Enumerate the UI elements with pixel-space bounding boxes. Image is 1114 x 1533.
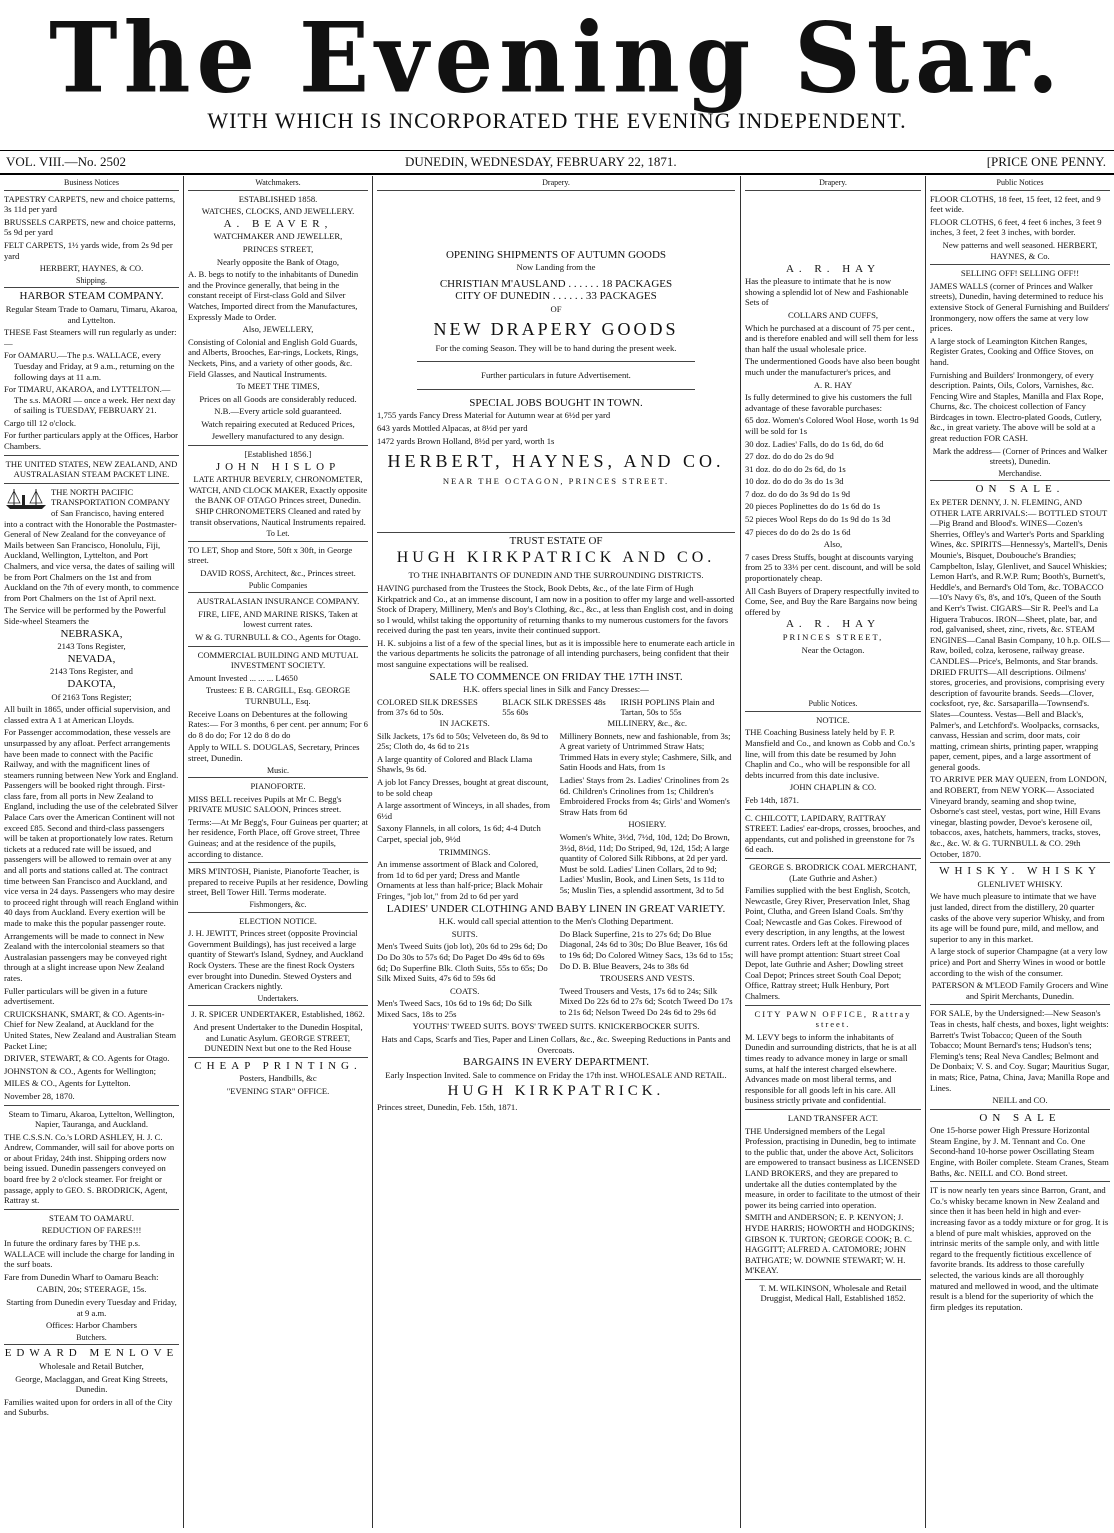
ad-heading: ON SALE [979, 1111, 1061, 1124]
ad-text: Trustees: E B. CARGILL, Esq. GEORGE TURNBULL, Esq. [205, 685, 351, 706]
ad-text: Tweed Trousers and Vests, 17s 6d to 24s; Silk Mixed Do 22s 6d to 27s 6d; Scotch Tweed Do 17s to 21s 6d; Nelson Tweed Do 24s 6d to 29s 6d [559, 985, 733, 1017]
ad-text: Hats and Caps, Scarfs and Ties, Paper and Linen Collars, &c., &c. Sweeping Reductions in Pants and Overcoats. [381, 1034, 731, 1055]
issue-price: [PRICE ONE PENNY. [986, 154, 1106, 169]
ad-text: THESE Fast Steamers will run regularly as under:— [4, 327, 177, 348]
masthead [0, 0, 1114, 150]
ad-text: And present Undertaker to the Dunedin Hospital, and Lunatic Asylum. GEORGE STREET, DUNEDIN Next but one to the Red House [193, 1021, 363, 1054]
ad-text: Is fully determined to give his customers the full advantage of these favorable purchases: [745, 392, 913, 413]
ad-text: Now Landing from the [516, 262, 596, 273]
ad-heading: YOUTHS' TWEED SUITS. BOYS' TWEED SUITS. KNICKERBOCKER SUITS. [412, 1021, 700, 1032]
divider [4, 483, 179, 484]
ad-text: Fare from Dunedin Wharf to Oamaru Beach: [4, 1271, 159, 1282]
price-line: 52 pieces Wool Reps do do 1s 9d do 1s 3d [745, 514, 891, 525]
ad-text: Men's Tweed Suits (job lot), 20s 6d to 29s 6d; Do Do Do 30s to 57s 6d; Do Paget Do 49s 6d to 69s 6d; Do Superfine Blk. Cloth Suits, 55s to 65s; Do Silk Mixed Suits, 47s 6d to 59s 6d [377, 941, 548, 984]
column-rule [372, 176, 373, 1528]
left-department [377, 718, 552, 904]
ad-heading: SALE TO COMMENCE ON FRIDAY THE 17TH INST. [429, 670, 683, 683]
divider [188, 646, 368, 647]
column-1 [4, 176, 179, 1526]
ad-signature: HERBERT, HAYNES, AND CO. [387, 451, 725, 472]
section-heading: Undertakers. [188, 994, 368, 1007]
ad-text: J. H. JEWITT, Princes street (opposite Provincial Government Buildings), has just received a large quantity of Stewart's Island, Sydney, and Auckland Rock Oysters. These are the finest Rock Oysters ever brought into Dunedin. Stewed Oysters and American Crackers nightly. [188, 928, 364, 992]
column-rule [925, 176, 926, 1528]
ad-heading: CHEAP PRINTING. [194, 1059, 362, 1072]
ad-heading: TRIMMINGS. [439, 846, 491, 857]
ad-text: THE Undersigned members of the Legal Profession, practising in Dunedin, beg to intimate to the public that, under the above Act, Solicitors are empowered to transact business as LICENSED LAND BROKERS, and they are prepared to undertake all the duties contemplated by the measure, in order to facilitate to the utmost of their power its being carried into operation. [745, 1125, 921, 1210]
ad-text: DAVID ROSS, Architect, &c., Princes street. [200, 568, 356, 578]
ad-text: Regular Steam Trade to Oamaru, Timaru, Akaroa, and Lyttelton. [5, 303, 178, 325]
column-5 [930, 176, 1110, 1526]
ad-date: November 28, 1870. [4, 1090, 75, 1101]
section-heading: Music. [188, 766, 368, 779]
ad-text: A large stock of Leamington Kitchen Ranges, Register Grates, Cooking and Office Stoves, on hand. [930, 335, 1094, 367]
ad-text: For OAMARU.—The p.s. WALLACE, every Tuesday and Friday, at 9 a.m., returning on the following days at 11 a.m. [4, 350, 175, 382]
ad-heading: AUSTRALASIAN INSURANCE COMPANY. [196, 596, 360, 607]
divider [377, 532, 735, 533]
divider [745, 1005, 921, 1006]
silk-dress-row [377, 697, 735, 718]
price-line: 47 pieces do do do 2s do 1s 6d [745, 526, 851, 537]
divider [745, 858, 921, 859]
ad-text: JAMES WALLS (corner of Princes and Walker streets), Dunedin, having determined to reduce his extensive Stock of General Furnishing and Builders' Ironmongery, now offers the same at very low prices. [930, 280, 1110, 334]
ad-text: H. K. subjoins a list of a few of the special lines, but as it is impossible here to enumerate each article in the various departments he solicits the patronage of all intending purchasers, being confident that their most sanguine expectations will be realised. [377, 637, 735, 670]
ad-text: Furnishing and Builders' Ironmongery, of every description. Paints, Oils, Colors, Varnishes, &c. Fencing Wire and Staples, Manilla and Flax Rope, Churns, &c. The choicest collection of Fancy Birdcages in town. Electro-plated Goods, Cutlery, &c., in great variety. The above will be sold at a great reduction FOR CASH. [930, 369, 1104, 444]
ad-text: One 15-horse power High Pressure Horizontal Steam Engine, by J. M. Tennant and Co. One Second-hand 10-horse power Oscillating Steam Engine, with Boiler complete. Steam Cranes, Steam Baths, &c. NEILL and CO. Bond street. [930, 1125, 1109, 1178]
ad-text: An immense assortment of Black and Colored, from 1d to 6d per yard; Dress and Mantle Ornaments at less than half-price; Black Mohair Fringes, "job lot," from 2d to 6d per yard [377, 859, 543, 901]
ad-address: NEAR THE OCTAGON, PRINCES STREET. [442, 476, 670, 487]
ad-text: Watch repairing executed at Reduced Prices, [201, 418, 355, 429]
ad-text: Starting from Dunedin every Tuesday and Friday, at 9 a.m. [6, 1297, 177, 1318]
price-line: 31 doz. do do do 2s 6d, do 1s [745, 463, 846, 474]
ad-heading: LAND TRANSFER ACT. [787, 1112, 879, 1123]
ad-date: Feb 14th, 1871. [745, 794, 799, 805]
ad-text: Offices: Harbor Chambers [45, 1320, 137, 1331]
ad-heading: OPENING SHIPMENTS OF AUTUMN GOODS [445, 248, 667, 261]
ad-heading: PIANOFORTE. [250, 781, 306, 792]
ad-text: [Established 1856.] [244, 449, 312, 460]
divider [930, 1109, 1110, 1110]
column-3 [377, 176, 735, 1526]
ad-text: PRINCES STREET, [242, 243, 314, 254]
ad-text: ESTABLISHED 1858. [238, 193, 318, 204]
price-line: 65 doz. Women's Colored Wool Hose, worth 1s 9d will be sold for 1s [745, 415, 919, 436]
ad-signature: JOHN CHAPLIN & CO. [789, 782, 877, 793]
ad-text: Arrangements will be made to connect in New Zealand with the intercolonial steamers so that Australasian passengers may be conveyed right through at a slight increase upon New Zealand rates. [4, 930, 167, 983]
ad-heading: TO THE INHABITANTS OF DUNEDIN AND THE SURROUNDING DISTRICTS. [408, 570, 704, 581]
ad-heading: J. R. SPICER UNDERTAKER, Established, 1862. [191, 1009, 365, 1020]
ad-heading: STEAM TO OAMARU. [49, 1212, 134, 1223]
ad-text: FLOOR CLOTHS, 18 feet, 15 feet, 12 feet, and 9 feet wide. [930, 193, 1101, 215]
divider [417, 361, 695, 362]
column-rule [740, 176, 741, 1528]
ship-tonnage: 2143 Tons Register, and [50, 666, 133, 677]
ad-text: For further particulars apply at the Offices, Harbor Chambers. [4, 430, 179, 452]
ad-heading: THE UNITED STATES, NEW ZEALAND, AND AUSTRALASIAN STEAM PACKET LINE. [5, 458, 178, 480]
ad-text: Cargo till 12 o'clock. [4, 417, 77, 428]
ad-text: JOHNSTON & CO., Agents for Wellington; [4, 1065, 157, 1076]
ad-text: HAVING purchased from the Trustees the Stock, Book Debts, &c., of the late Firm of Hugh Kirkpatrick and Co., at an immense discount, I am now in a position to offer my large and well-assorted Stock of Drapery, Millinery, Men's and Boy's Clothing, &c., &c., at less than English cost, and in doing so I would, whilst taking the opportunity of returning thanks to my numerous customers for the favors received during the past ten years, invite their continued support. [377, 582, 735, 636]
ad-text: Wholesale and Retail Butcher, [39, 1360, 144, 1371]
ad-text: THE NORTH PACIFIC TRANSPORTATION COMPANY of San Francisco, having entered into a contract with the Honorable the Postmaster-General of New Zealand for the conveyance of Mails between San Francisco, Honolulu, Fiji, Auckland, Wellington, Lyttelton, and Port Chalmers, and vice versa, the dates of sailing will be from Port Chalmers on the 1st and from Auckland on the 7th of every month, to commence from Port Chalmers on the 1st of April next. [4, 486, 179, 603]
ad-text: Ex PETER DENNY, J. N. FLEMING, AND OTHER LATE ARRIVALS:— BOTTLED STOUT—Pig Brand and Blood's. WINES—Cozen's Sherries, Offley's and Warter's Ports and Sparkling Wines, &c. SPIRITS—Hennessy's, Martell's, Denis Mounie's, Bisquet, Doubouche's Brandies; Campbelton, Islay, Glenlivet, and Saucel Whiskies; Lemon Hart's, and R.W.P. Rum; Booth's, Burnett's, Heddle's, and Bernard's Old Tom, &c. TOBACCO—10's Navy 6's, 8's, and 10's, Queen of the South and Kerr's Twist. CIGARS—Sir R. Peel's and La Higuera Trabucos. IRON—Sheet, plate, bar, and rod, galvanised, sheet, zinc, rivets, &c. STEAM ENGINES—Canal Basin Company, 10 h.p. OILS—Raw, boiled, colza, kerosene, railway grease. CANDLES—Price's, Belmonts, and Star brands. DRIED FRUITS—All descriptions. Oilmens' stores, groceries, and provisions, comprising every description of favourite brands. Seeds—Clover, cocksfoot, rye, &c. Sarsaparilla—Townsend's. Slates—Countess. Vestas—Bell and Black's, Palmer's, and Letchford's. Woolpacks, cornsacks, canvass, Hessian and scrim, door mats, coir matting, crimean shirts, printing paper, wrapping paper, cement, pipes, and a large assortment of general goods. [930, 497, 1110, 772]
ad-signature: HUGH KIRKPATRICK. [447, 1083, 665, 1100]
ad-text: T. M. WILKINSON, Wholesale and Retail Druggist, Medical Hall, Established 1852. [759, 1282, 907, 1304]
newspaper-title: The Evening Star. [49, 1, 1065, 115]
ad-text: 1472 yards Brown Holland, 8½d per yard, worth 1s [377, 435, 555, 446]
ad-text: TAPESTRY CARPETS, new and choice patterns, 3s 11d per yard [4, 193, 176, 215]
ad-text: For the coming Season. They will be to hand during the present week. [435, 342, 677, 353]
ad-signature: PATERSON & M'LEOD Family Grocers and Wine and Spirit Merchants, Dunedin. [931, 980, 1109, 1001]
ad-text: Millinery Bonnets, new and fashionable, from 3s; A great variety of Untrimmed Straw Hats; Trimmed Hats in every style; Cashmere, Silk, and Satin Hoods and Hats, from 1s [559, 730, 732, 773]
price-line: 20 pieces Poplinettes do do 1s 6d do 1s [745, 501, 881, 512]
ad-text: A job lot Fancy Dresses, bought at great discount, to be sold cheap [377, 777, 549, 798]
ad-text: FELT CARPETS, 1½ yards wide, from 2s 9d per yard [4, 239, 173, 261]
ad-text: 643 yards Mottled Alpacas, at 8½d per yard [377, 422, 528, 433]
ad-text: C. CHILCOTT, LAPIDARY, RATTRAY STREET. Ladies' ear-drops, crosses, brooches, and appendants, cut and polished in greenstone for 7s 6d each. [745, 812, 921, 855]
ad-heading: COATS. [450, 985, 480, 996]
ad-heading: NOTICE. [816, 714, 850, 725]
divider [188, 445, 368, 446]
ad-text: Prices on all Goods are considerably reduced. [199, 393, 357, 404]
ad-text: All Cash Buyers of Drapery respectfully invited to Come, See, and Buy the Rare Bargains now being offered by [745, 585, 919, 617]
price-line: 27 doz. do do do 2s do 9d [745, 451, 834, 462]
ad-text: Has the pleasure to intimate that he is now showing a splendid lot of New and Fashionable Sets of [745, 276, 909, 308]
ad-text: Receive Loans on Debentures at the following Rates:— For 3 months, 6 per cent. per annum; For 6 do 8 do do; For 12 do 8 do do [188, 708, 368, 740]
ad-heading: SUITS. [451, 928, 478, 939]
ad-text: N.B.—Every article sold guaranteed. [214, 406, 342, 417]
ad-text: Do Black Superfine, 21s to 27s 6d; Do Blue Diagonal, 24s 6d to 30s; Do Blue Beaver, 16s 6d to 19s 6d; Do Colored Witney Sacs, 13s 6d to 15s; Do D. B. Blue Beavers, 24s to 38s 6d [559, 928, 734, 971]
department-row [377, 718, 735, 904]
ad-text: SMITH and ANDERSON; E. P. KENYON; J. HYDE HARRIS; HOWORTH and HODGKINS; GIBSON K. TURTON; GEORGE COOK; B. C. HAGGITT; ALFRED A. CATOMORE; JOHN BATHGATE; W. DOWNIE STEWART; W. H. M'KEAY. [745, 1212, 915, 1276]
ad-heading: LADIES' UNDER CLOTHING AND BABY LINEN IN GREAT VARIETY. [386, 902, 726, 915]
ad-heading: MILLINERY, &c., &c. [607, 718, 688, 729]
divider [930, 264, 1110, 265]
price-line: 30 doz. Ladies' Falls, do do 1s 6d, do 6d [745, 438, 884, 449]
ad-text: 1,755 yards Fancy Dress Material for Autumn wear at 6½d per yard [377, 410, 611, 421]
ad-text: Further particulars in future Advertisement. [481, 370, 631, 381]
ad-text: Jewellery manufactured to any design. [211, 431, 345, 442]
section-heading: Public Companies [188, 581, 368, 594]
ad-text: DRIVER, STEWART, & CO. Agents for Otago. [4, 1053, 170, 1064]
ad-text: Silk Jackets, 17s 6d to 50s; Velveteen do, 8s 9d to 25s; Cloth do, 4s 6d to 21s [377, 730, 549, 752]
issue-date: DUNEDIN, WEDNESDAY, FEBRUARY 22, 1871. [405, 154, 677, 169]
ad-heading: A. BEAVER, [223, 217, 333, 230]
divider [745, 1279, 921, 1280]
right-department [560, 718, 735, 904]
ad-heading: ELECTION NOTICE. [239, 915, 317, 926]
ad-signature: A. R. HAY [785, 618, 881, 631]
ad-heading: A. R. HAY [785, 262, 881, 275]
ad-text: The Service will be performed by the Powerful Side-wheel Steamers the [4, 605, 167, 626]
ad-text: A large stock of superior Champagne (at a very low price) and Port and Sherry Wines in wood or bottle according to the wish of the consumer. [930, 946, 1108, 978]
ad-text: 7 cases Dress Stuffs, bought at discounts varying from 25 to 33⅓ per cent. discount, and will be sold proportionately cheap. [745, 551, 921, 584]
ad-text: Consisting of Colonial and English Gold Guards, and Alberts, Brooches, Ear-rings, Lockets, Rings, Neckets, Pins, and a variety of other goods, &c. Field Glasses, and Nautical Instruments. [188, 336, 359, 379]
ad-heading: To MEET THE TIMES, [236, 381, 320, 392]
divider [4, 455, 179, 456]
ad-text: Which he purchased at a discount of 75 per cent., and is therefore enabled and will sell them for less than half the usual wholesale price. [745, 322, 919, 354]
ad-text: Ladies' Stays from 2s. Ladies' Crinolines from 2s 6d. Children's Crinolines from 1s; Children's Embroidered Frocks from 4s; Girls' and Women's Straw Hats from 6d [559, 775, 730, 817]
ad-text: A. B. begs to notify to the inhabitants of Dunedin and the Province generally, that being in the constant receipt of First-class Gold and Silver Watches, Imported direct from the Manufactures, Expressly Made to Order. [188, 269, 359, 322]
ad-address: PRINCES STREET, [782, 632, 884, 642]
ship-name: NEBRASKA, [60, 627, 123, 640]
ad-text: FLOOR CLOTHS, 6 feet, 4 feet 6 inches, 3 feet 9 inches, 3 feet, 2 feet 3 inches, with border. [930, 216, 1102, 238]
divider [188, 862, 368, 863]
ad-text: New patterns and well seasoned. HERBERT, HAYNES, & Co. [942, 239, 1098, 261]
ad-text: "EVENING STAR" OFFICE. [226, 1085, 330, 1096]
ad-heading: IN JACKETS. [439, 718, 490, 729]
section-heading: Drapery. [377, 178, 735, 191]
section-heading: Watchmakers. [188, 178, 368, 191]
ad-heading: A. R. HAY [813, 379, 853, 390]
ad-text: Saxony Flannels, in all colors, 1s 6d; 4-4 Dutch Carpet, special job, 9½d [377, 823, 541, 844]
ad-text: Apply to WILL S. DOUGLAS, Secretary, Princes street, Dunedin. [188, 742, 360, 763]
ad-text: Also, [823, 539, 843, 550]
ad-text: TO ARRIVE PER MAY QUEEN, from LONDON, and ROBERT, from NEW YORK— Associated Vineyard brandy, seaming and shop twine, Osborne's cast steel, vestas, port wine, Hill Evans vinegar, blasting powder, Devoe's kerosene oil, tobaccos, axes, hatchets, hammers, tracks, stoves, &c., &c. W. & G. TURNBULL & CO. 29th October, 1870. [930, 774, 1107, 859]
ad-address: Mark the address— (Corner of Princes and Walker streets), Dunedin. [932, 445, 1108, 467]
ad-text: Amount Invested ... ... ... L4650 [188, 672, 298, 683]
ad-heading: NEW DRAPERY GOODS [433, 318, 679, 339]
ad-text: Men's Tweed Sacs, 10s 6d to 19s 6d; Do Silk Mixed Sacs, 18s to 25s [377, 998, 532, 1019]
right-clothing [560, 929, 735, 1022]
ad-heading: Steam to Timaru, Akaroa, Lyttelton, Wellington, Napier, Tauranga, and Auckland. [8, 1108, 175, 1130]
newspaper-subtitle: WITH WHICH IS INCORPORATED THE EVENING INDEPENDENT. [207, 108, 907, 133]
ad-heading: SPECIAL JOBS BOUGHT IN TOWN. [469, 396, 643, 409]
ad-text: A large quantity of Colored and Black Llama Shawls, 9s 6d. [377, 753, 533, 775]
ad-text: Women's White, 3½d, 7½d, 10d, 12d; Do Brown, 3½d, 8½d, 11d; Do Striped, 9d, 12d, 15d; A large quantity of Colored Silk Ribbons, at 2d per yard. Must be sold. Ladies' Linen Collars, 2d to 9d; Ladies' Muslin, Book, and Linen Sets, 1s 11d to 5s; Muslin Ties, a splendid assortment, 3d to 5d [559, 831, 730, 895]
section-heading: To Let. [188, 529, 368, 542]
ad-heading: EDWARD MENLOVE [4, 1347, 179, 1360]
steamship-icon [4, 487, 48, 511]
ad-date: Princes street, Dunedin, Feb. 15th, 1871. [377, 1102, 518, 1113]
section-heading: Public Notices. [745, 699, 921, 712]
ad-text: George, Maclaggan, and Great King Streets, Dunedin. [15, 1373, 168, 1395]
section-heading: Fishmongers, &c. [188, 900, 368, 913]
section-heading: Business Notices [4, 178, 179, 191]
ad-heading: HARBOR STEAM COMPANY. [19, 290, 164, 303]
divider [930, 862, 1110, 863]
ad-text: BLACK SILK DRESSES 48s 55s 60s [502, 696, 606, 718]
ad-text: The undermentioned Goods have also been bought much under the manufacturer's prices, and [745, 356, 920, 377]
ad-text: All built in 1865, under official supervision, and classed extra A 1 at American Lloyds. [4, 704, 171, 725]
column-4 [745, 176, 921, 1526]
ad-text: THE Coaching Business lately held by F. P. Mansfield and Co., and known as Cobb and Co.'s line, will from this date be resumed by John Chaplin and Co., who will be responsible for all debts incurred from this date inclusive. [745, 727, 915, 780]
ad-text: Posters, Handbills, &c [239, 1073, 317, 1084]
clothing-row [377, 929, 735, 1022]
ad-text: MISS BELL receives Pupils at Mr C. Begg's PRIVATE MUSIC SALOON, Princes street. [188, 793, 342, 815]
column-2 [188, 176, 368, 1526]
section-heading: Butchers. [4, 1333, 179, 1346]
ad-text: W & G. TURNBULL & CO., Agents for Otago. [195, 631, 361, 642]
ad-heading: HOSIERY. [628, 819, 667, 830]
ad-text: Early Inspection Invited. Sale to commence on Friday the 17th inst. WHOLESALE AND RETAIL. [385, 1069, 727, 1080]
ad-text: MRS M'INTOSH, Pianiste, Pianoforte Teacher, is prepared to receive Pupils at her residence, Dowling street, Bell Tower Hill. Terms moderate. [188, 866, 368, 898]
ship-tonnage: Of 2163 Tons Register; [51, 691, 132, 702]
ad-text: A large assortment of Winceys, in all shades, from 6½d [377, 800, 551, 821]
ad-text: Fuller particulars will be given in a future advertisement. [4, 985, 148, 1007]
divider [930, 1004, 1110, 1005]
ad-text: TO LET, Shop and Store, 50ft x 30ft, in George street. [188, 544, 353, 566]
column-rule [183, 176, 184, 1528]
divider [188, 1057, 368, 1058]
ad-text: LATE ARTHUR BEVERLY, CHRONOMETER, WATCH, AND CLOCK MAKER, Exactly opposite the BANK OF OTAGO Princes street, Dunedin. SHIP CHRONOMETERS Cleaned and rated by transit observations, Nautical Instruments repaired. [188, 474, 368, 527]
ad-text: FIRE, LIFE, AND MARINE RISKS, Taken at lowest current rates. [198, 608, 358, 630]
ad-text: Also, JEWELLERY, [242, 324, 314, 335]
ad-heading: WATCHES, CLOCKS, AND JEWELLERY. [201, 206, 355, 217]
ad-heading: ON SALE. [975, 483, 1065, 496]
ad-heading: GLENLIVET WHISKY. [977, 878, 1063, 889]
dateline [0, 150, 1114, 175]
ad-text: CABIN, 20s; STEERAGE, 15s. [36, 1284, 147, 1295]
ad-text: For TIMARU, AKAROA, and LYTTELTON.—The s.s. MAORI — once a week. Her next day of sailing is TUESDAY, FEBRUARY 21. [4, 384, 176, 416]
ad-text: In future the ordinary fares by THE p.s. WALLACE will include the charge for landing in the surf boats. [4, 1238, 175, 1270]
ad-text: H.K. offers special lines in Silk and Fancy Dresses:— [463, 684, 649, 695]
ship-name: DAKOTA, [67, 677, 116, 690]
ad-heading: BARGAINS IN EVERY DEPARTMENT. [463, 1056, 649, 1069]
left-clothing [377, 929, 552, 1022]
ad-signature: HERBERT, HAYNES, & CO. [39, 263, 144, 274]
divider [417, 389, 695, 390]
ad-text: OF [550, 303, 562, 314]
ad-text: MILES & CO., Agents for Lyttelton. [4, 1078, 131, 1089]
ad-heading: TROUSERS AND VESTS. [599, 973, 695, 984]
divider [930, 1181, 1110, 1182]
ad-text: Near the Octagon. [801, 644, 865, 655]
ad-text: We have much pleasure to intimate that we have just landed, direct from the distillery, 20 quarter casks of the above very superior Whisky, and from its age will be found pure, mild, and mellow, and superior to any in this market. [930, 891, 1105, 944]
ad-text: Families waited upon for orders in all of the City and Suburbs. [4, 1396, 173, 1418]
shipment-line: CHRISTIAN M'AUSLAND . . . . . . 18 PACKAGES [439, 277, 673, 290]
ad-heading: CITY PAWN OFFICE, Rattray street. [754, 1008, 912, 1030]
ad-text: Families supplied with the best English, Scotch, Newcastle, Grey River, Preservation Inlet, Shag Point, Clutha, and Green Island Coals. Sm'thy Coal; Newcastle and Gas Cokes. Firewood of every description, in any lengths, at the lowest current rates. Orders left at the following places will have prompt attention: Stuart street Coal Depot, late Guthrie and Asher; Dowling street Coal Depot; Princes street South Coal Depot; Office, Rattray street; Hulk Henbury, Port Chalmers. [745, 885, 911, 1002]
price-line: 7 doz. do do do 3s 9d do 1s 9d [745, 488, 851, 499]
ad-heading: WHISKY. WHISKY [939, 865, 1101, 878]
ad-text: IRISH POPLINS Plain and Tartan, 50s to 55s [620, 696, 715, 718]
ad-text: Terms:—At Mr Begg's, Four Guineas per quarter; at her residence, Forth Place, off Grove street, Three Guineas; and at the residence of the pupils, according to distance. [188, 816, 368, 859]
ad-heading: SELLING OFF! SELLING OFF!! [960, 268, 1080, 279]
divider [4, 1105, 179, 1106]
ad-heading: JOHN HISLOP [215, 460, 341, 473]
price-line: 10 doz. do do do 3s do 1s 3d [745, 476, 844, 487]
ad-heading: TRUST ESTATE OF [509, 534, 603, 547]
ad-text: For Passenger accommodation, these vessels are unsurpassed by any afloat. Perfect arrangements have been made to connect with the Pacific Railway, and with the magnificent lines of steamers running between New York and England. Passengers will be booked right through. First-class fare, from all ports in New Zealand to England, including the use of the celebrated Silver Palace Cars over the American Continent will not exceed £85. Second and third-class passengers will be taken at proportionately low rates. Return tickets at a reduced rate will be issued, and passengers will be allowed to remain over at any and all ports and stations called at. The contract time between San Francisco and Auckland, and vice versa in 24 days. Passengers who may desire to proceed right through will reach England within 40 days from Auckland. Every exertion will be made to make this the popular passenger route. [4, 727, 179, 928]
ad-heading: COLLARS AND CUFFS, [787, 309, 879, 320]
ad-text: IT is now nearly ten years since Barron, Grant, and Co.'s whisky became known in New Zealand and since then it has been held in high and ever-increasing favor as a toddy mixture or for grog. It is a blend of pure malt whiskies, approved on the intrinsic merits of the sample only, and with little regard to the frequently fictitious excellence of favorite brands. Its address to those carefully selected, the various kinds are all thoroughly matured and mellowed in wood, and the ultimate result is a blend for the superiority of which the firm pledges its reputation. [930, 1185, 1109, 1312]
ad-text: THE C.S.S.N. Co.'s LORD ASHLEY, H. J. C. Andrew, Commander, will sail for above ports on or about Friday, 24th inst. Shipping orders now being issued. Dunedin passengers conveyed on board free by 2 o'clock steamer. For freight or passage, apply to GEO. S. BRODRICK, Agent, Rattray st. [4, 1131, 175, 1206]
divider [4, 1209, 179, 1210]
shipment-line: CITY OF DUNEDIN . . . . . . 33 PACKAGES [455, 290, 657, 303]
ad-text: COLORED SILK DRESSES from 37s 6d to 50s. [377, 696, 478, 718]
section-heading: Drapery. [745, 178, 921, 191]
divider [745, 809, 921, 810]
volume-number: VOL. VIII.—No. 2502 [6, 154, 126, 169]
ad-text: BRUSSELS CARPETS, new and choice patterns, 5s 9d per yard [4, 216, 176, 238]
ad-heading: GEORGE S. BRODRICK COAL MERCHANT, (Late Guthrie and Asher.) [749, 861, 917, 883]
divider [745, 1109, 921, 1110]
ad-heading: COMMERCIAL BUILDING AND MUTUAL INVESTMENT SOCIETY. [197, 649, 359, 671]
ad-text: Nearly opposite the Bank of Otago, [216, 256, 340, 267]
ad-text: M. LEVY begs to inform the inhabitants of Dunedin and surrounding districts, that he is at all times ready to advance money in large or small sums, at half the interest charged elsewhere. Advances made on most liberal terms, and responsible for all goods left in his care. All business strictly private and confidential. [745, 1031, 917, 1106]
ad-text: FOR SALE, by the Undersigned:—New Season's Teas in chests, half chests, and boxes, light weights: Barrett's Twist Tobacco; Queen of the South Tobacco; Mount Bernard's tens; Hudson's tens; Fleming's tens; Real Neva Candles; Belmont and De Donbaix; V. S. and Coy. Sugar; Mauritius Sugar, in mats; Rice, Patna, China, Java; Manilla Rope and Lines. [930, 1008, 1110, 1093]
ad-text: CRUICKSHANK, SMART, & CO. Agents-in-Chief for New Zealand, at Auckland for the United States, New Zealand and Australian Steam Packet Line; [4, 1008, 177, 1051]
ad-signature: NEILL and CO. [992, 1095, 1048, 1106]
section-heading: Public Notices [930, 178, 1110, 191]
ad-heading: HUGH KIRKPATRICK AND CO. [396, 549, 716, 567]
ship-name: NEVADA, [67, 652, 116, 665]
section-heading: Shipping. [4, 276, 179, 289]
ad-text: H.K. would call special attention to the Men's Clothing Department. [438, 916, 674, 927]
ad-text: WATCHMAKER AND JEWELLER, [213, 231, 343, 242]
ad-heading: REDUCTION OF FARES!!! [41, 1225, 142, 1236]
ship-tonnage: 2143 Tons Register, [57, 641, 126, 652]
section-heading: Merchandise. [930, 469, 1110, 482]
